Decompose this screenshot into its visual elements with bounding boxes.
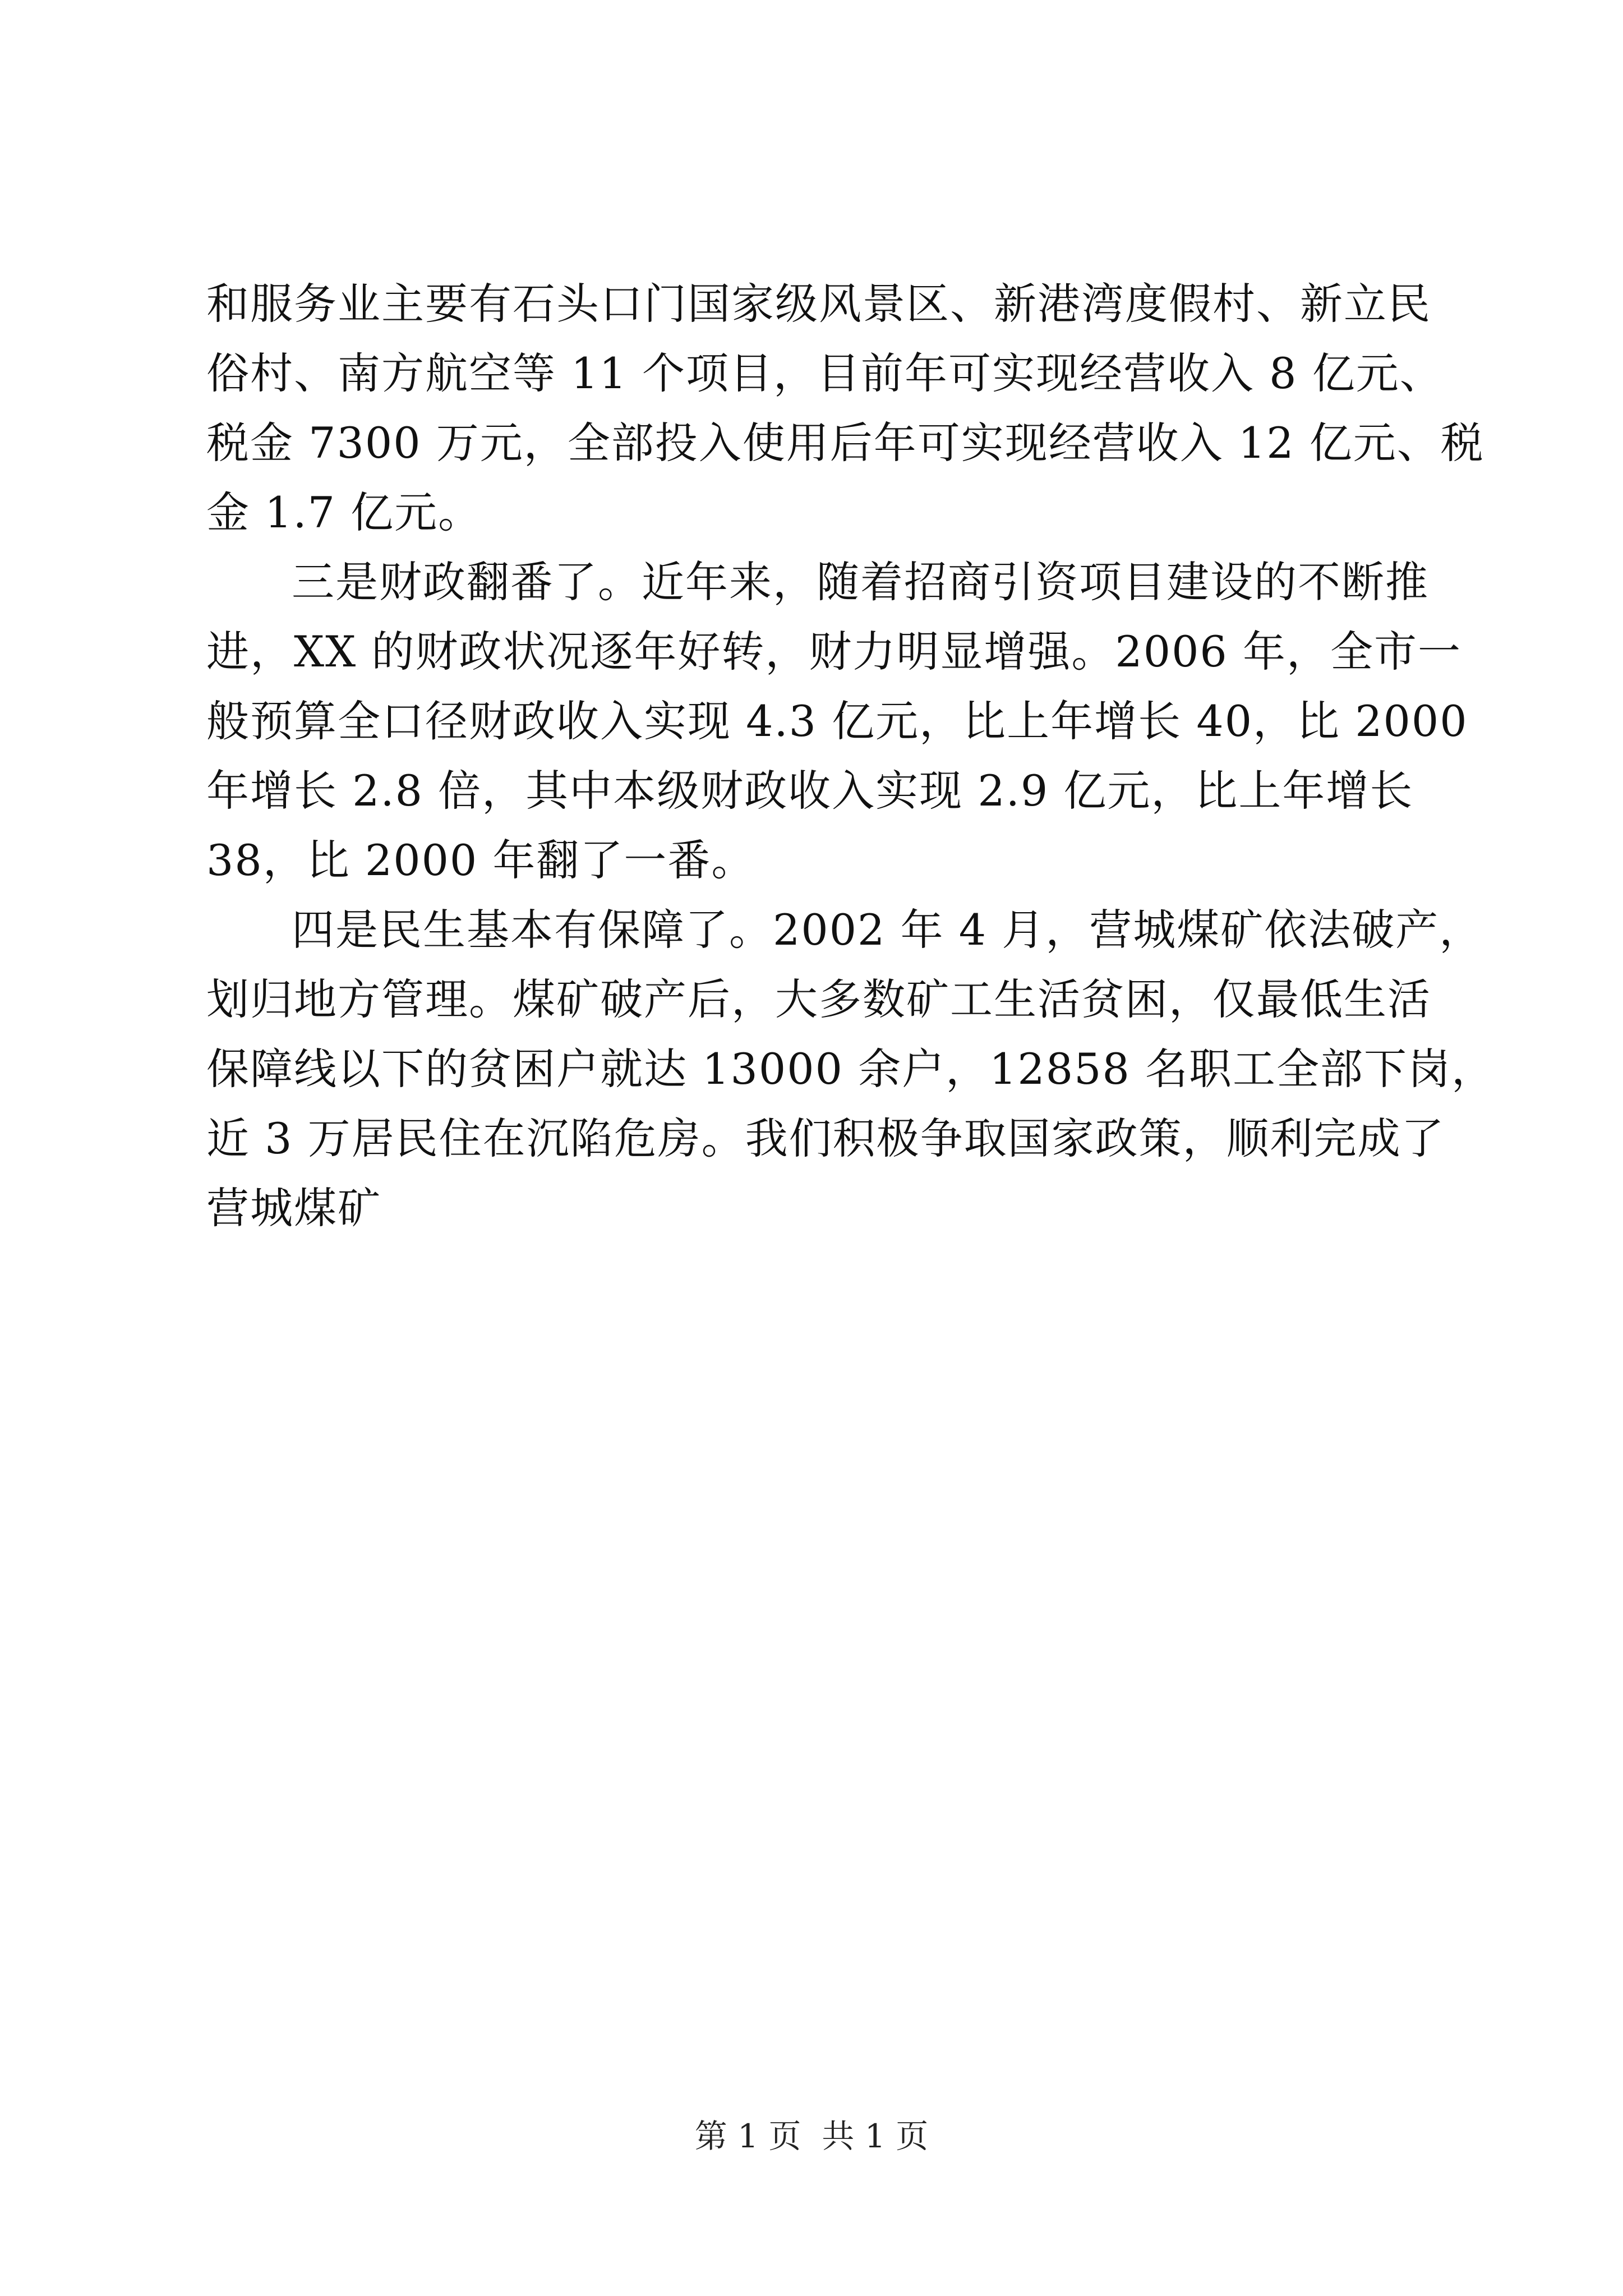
text-line: 保障线以下的贫困户就达 13000 余户，12858 名职工全部下岗， [206,1044,1496,1094]
text-line: 年增长 2.8 倍，其中本级财政收入实现 2.9 亿元，比上年增长 [206,766,1414,816]
text-line: 营城煤矿 [206,1183,381,1233]
text-line: 和服务业主要有石头口门国家级风景区、新港湾度假村、新立民 [206,279,1431,329]
text-line: 38，比 2000 年翻了一番。 [206,835,755,885]
text-line: 划归地方管理。煤矿破产后，大多数矿工生活贫困，仅最低生活 [206,974,1431,1024]
text-line: 近 3 万居民住在沉陷危房。我们积极争取国家政策，顺利完成了 [206,1114,1445,1163]
text-line: 进，XX 的财政状况逐年好转，财力明显增强。2006 年，全市一 [206,627,1461,677]
body-text [206,269,1496,1243]
text-line: 税金 7300 万元，全部投入使用后年可实现经营收入 12 亿元、税 [206,418,1484,468]
text-line: 般预算全口径财政收入实现 4.3 亿元，比上年增长 40，比 2000 [206,696,1468,746]
page-footer: 第 1 页 共 1 页 [694,2117,929,2155]
text-line: 俗村、南方航空等 11 个项目，目前年可实现经营收入 8 亿元、 [206,348,1444,398]
paragraph-start-line: 三是财政翻番了。近年来，随着招商引资项目建设的不断推 [292,557,1429,607]
paragraph-start-line: 四是民生基本有保障了。2002 年 4 月，营城煤矿依法破产， [292,905,1483,955]
text-line: 金 1.7 亿元。 [206,487,482,537]
